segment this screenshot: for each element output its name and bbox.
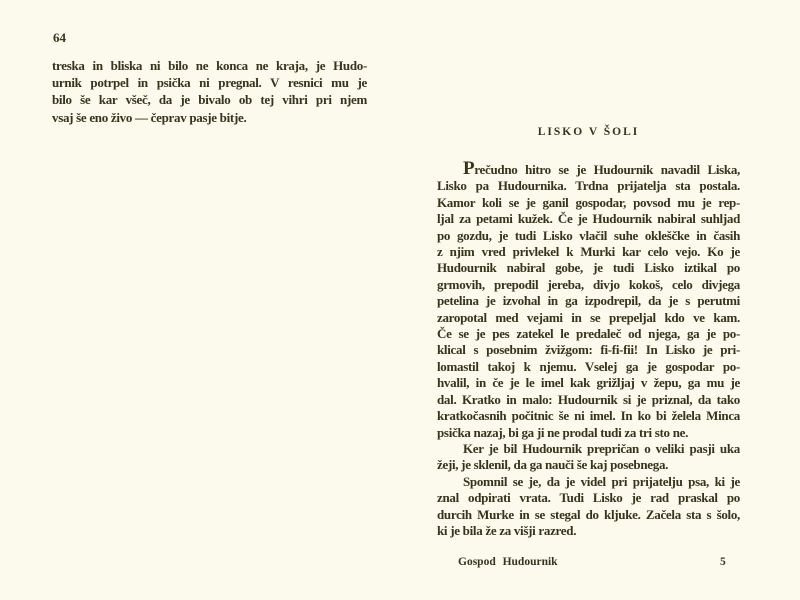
text-line: treska in bliska ni bilo ne konca ne kraja, je Hudo-: [52, 58, 367, 73]
text-line: dal. Kratko in malo: Hudournik si je priznal, da tako: [437, 391, 740, 407]
text-line: Lisko pa Hudournika. Trdna prijatelja sta postala.: [437, 178, 740, 194]
text-line: Hudournik nabiral gobe, je tudi Lisko iztikal po: [437, 260, 740, 276]
text-line: Spomnil se je, da je videl pri prijatelju psa, ki je: [463, 473, 740, 489]
text-line: vsaj še eno živo — čeprav pasje bitje.: [52, 109, 247, 125]
body-paragraph: [437, 158, 740, 441]
left-page-paragraph: [52, 57, 367, 126]
right-page-body: [437, 158, 740, 539]
text-line: lomastil takoj k njemu. Vselej ga je gospodar po-: [437, 358, 740, 374]
footer-running-title: Gospod Hudournik: [458, 556, 558, 568]
text-line: bilo še kar všeč, da je bivalo ob tej vihri pri njem: [52, 92, 367, 108]
right-page-number: 5: [720, 556, 726, 568]
text-line: kratkočasnih počitnic še ni imel. In ko bi želela Minca: [437, 408, 740, 424]
text-line: urnik potrpel in psička ni pregnal. V resnici mu je: [52, 75, 367, 91]
body-paragraph: [437, 474, 740, 540]
text-line: zaropotal med vejami in se prepeljal kdo ve kam.: [437, 309, 740, 325]
text-line: Ker je bil Hudournik prepričan o veliki pasji uka: [463, 440, 740, 456]
text-line: klical s posebnim žvižgom: fi-fi-fii! In Lisko je pri-: [437, 342, 740, 358]
text-line: Če se je pes zatekel le predaleč od njega, ga je po-: [437, 326, 740, 342]
body-paragraph: [437, 441, 740, 474]
text-line: grmovih, prepodil jereba, divjo kokoš, celo divjega: [437, 276, 740, 292]
text-line: Kamor koli se je ganil gospodar, povsod mu je rep-: [437, 194, 740, 210]
text-line: ki je bila že za višji razred.: [437, 522, 577, 538]
text-line: psička nazaj, bi ga ji ne prodal tudi za tri sto ne.: [437, 424, 689, 440]
text-line: z njim vred privlekel k Murki kar celo vejo. Ko je: [437, 244, 740, 260]
text-line: ljal za petami kužek. Če je Hudournik nabiral suhljad: [437, 211, 740, 227]
chapter-title: LISKO V ŠOLI: [537, 126, 640, 138]
text-line: žeji, je sklenil, da ga nauči še kaj posebnega.: [437, 457, 669, 473]
text-line: petelina je izvohal in ga izpodrepil, da je s perutmi: [437, 293, 740, 309]
text-line: znal odpirati vrata. Tudi Lisko je rad praskal po: [437, 490, 740, 506]
text-line: Prečudno hitro se je Hudournik navadil Liska,: [463, 158, 740, 179]
text-line: po gozdu, je tudi Lisko vlačil suhe okleščke in časih: [437, 227, 740, 243]
text-line: durcih Murke in se stegal do kljuke. Začela sta s šolo,: [437, 506, 740, 522]
left-page-number: 64: [53, 30, 66, 45]
text-line: hvalil, in če je le imel kak grižljaj v žepu, ga mu je: [437, 375, 740, 391]
initial-capital: P: [463, 158, 475, 179]
